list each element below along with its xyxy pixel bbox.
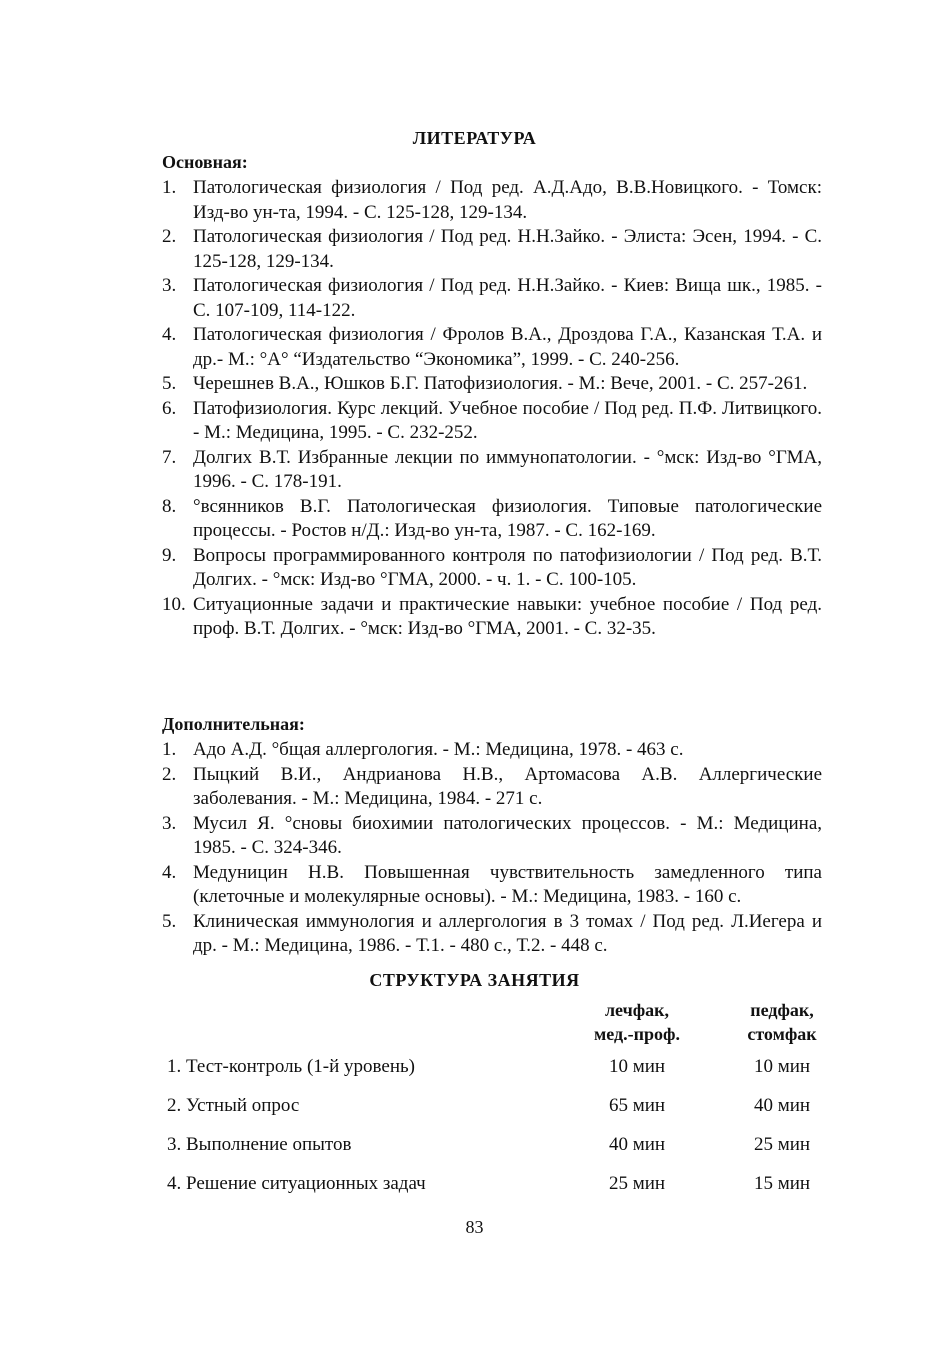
reference-text: Патологическая физиология / Под ред. Н.Н.Зайко. - Элиста: Эсен, 1994. - С. 125-128, 129-134.	[193, 226, 822, 272]
reference-item: 3. Мусил Я. °сновы биохимии патологических процессов. - М.: Медицина, 1985. - С. 324-346.	[162, 812, 822, 861]
reference-item: 5. Клиническая иммунология и аллергология в 3 томах / Под ред. Л.Иегера и др. - М.: Медицина, 1986. - Т.1. - 480 с., Т.2. - 448 с.	[162, 910, 822, 959]
reference-text: Адо А.Д. °бщая аллергология. - М.: Медицина, 1978. - 463 с.	[193, 739, 684, 760]
task-name: 3. Выполнение опытов	[167, 1134, 352, 1155]
column-header-pedfak: педфак, стомфак	[747, 1000, 817, 1044]
reference-item: 4. Медуницин Н.В. Повышенная чувствительность замедленного типа (клеточные и молекулярные основы). - М.: Медицина, 1983. - 160 с.	[162, 861, 822, 910]
additional-literature-label: Дополнительная:	[162, 714, 305, 734]
main-references-list	[162, 176, 822, 642]
structure-row	[167, 1095, 827, 1125]
main-literature-label: Основная:	[162, 152, 248, 172]
reference-text: Вопросы программированного контроля по патофизиологии / Под ред. В.Т. Долгих. - °мск: Изд-во °ГМА, 2000. - ч. 1. - С. 100-105.	[193, 544, 822, 590]
duration-lechfak: 65 мин	[608, 1095, 666, 1116]
reference-text: Патологическая физиология / Под ред. А.Д.Адо, В.В.Новицкого. - Томск: Изд-во ун-та, 1994. - С. 125-128, 129-134.	[193, 177, 822, 223]
duration-lechfak: 25 мин	[608, 1173, 666, 1194]
task-name: 4. Решение ситуационных задач	[167, 1173, 426, 1194]
duration-pedfak: 25 мин	[753, 1134, 811, 1155]
reference-item: 2. Патологическая физиология / Под ред. Н.Н.Зайко. - Элиста: Эсен, 1994. - С. 125-128, 129-134.	[162, 225, 822, 274]
reference-text: Патологическая физиология / Под ред. Н.Н.Зайко. - Киев: Вища шк., 1985. - С. 107-109, 114-122.	[193, 275, 822, 321]
reference-text: Ситуационные задачи и практические навыки: учебное пособие / Под ред. проф. В.Т. Долгих. - °мск: Изд-во °ГМА, 2001. - С. 32-35.	[193, 593, 822, 639]
reference-text: Черешнев В.А., Юшков Б.Г. Патофизиология. - М.: Вече, 2001. - С. 257-261.	[193, 373, 808, 394]
reference-item: 9. Вопросы программированного контроля по патофизиологии / Под ред. В.Т. Долгих. - °мск: Изд-во °ГМА, 2000. - ч. 1. - С. 100-105.	[162, 544, 822, 593]
reference-item: 7. Долгих В.Т. Избранные лекции по иммунопатологии. - °мск: Изд-во °ГМА, 1996. - С. 178-191.	[162, 446, 822, 495]
duration-lechfak: 40 мин	[608, 1134, 666, 1155]
additional-references-list	[162, 738, 822, 959]
reference-text: Пыцкий В.И., Андрианова Н.В., Артомасова А.В. Аллергические заболевания. - М.: Медицина, 1984. - 271 с.	[193, 763, 822, 809]
task-name: 2. Устный опрос	[167, 1095, 300, 1116]
duration-pedfak: 40 мин	[753, 1095, 811, 1116]
duration-pedfak: 10 мин	[753, 1056, 811, 1077]
literature-heading: ЛИТЕРАТУРА	[412, 128, 537, 148]
structure-row	[167, 1056, 827, 1086]
reference-item: 10. Ситуационные задачи и практические навыки: учебное пособие / Под ред. проф. В.Т. Долгих. - °мск: Изд-во °ГМА, 2001. - С. 32-35.	[162, 593, 822, 642]
column-header-lechfak: лечфак, мед.-проф.	[594, 1000, 680, 1044]
reference-text: Медуницин Н.В. Повышенная чувствительность замедленного типа (клеточные и молекулярные основы). - М.: Медицина, 1983. - 160 с.	[193, 861, 822, 907]
reference-item: 2. Пыцкий В.И., Андрианова Н.В., Артомасова А.В. Аллергические заболевания. - М.: Медицина, 1984. - 271 с.	[162, 763, 822, 812]
reference-text: Клиническая иммунология и аллергология в 3 томах / Под ред. Л.Иегера и др. - М.: Медицина, 1986. - Т.1. - 480 с., Т.2. - 448 с.	[193, 910, 822, 956]
duration-pedfak: 15 мин	[753, 1173, 811, 1194]
reference-item: 5. Черешнев В.А., Юшков Б.Г. Патофизиология. - М.: Вече, 2001. - С. 257-261.	[162, 372, 822, 397]
structure-row	[167, 1173, 827, 1203]
duration-lechfak: 10 мин	[608, 1056, 666, 1077]
reference-text: °всянников В.Г. Патологическая физиология. Типовые патологические процессы. - Ростов н/Д.: Изд-во ун-та, 1987. - С. 162-169.	[193, 495, 822, 541]
page-number: 83	[465, 1217, 484, 1237]
reference-item: 3. Патологическая физиология / Под ред. Н.Н.Зайко. - Киев: Вища шк., 1985. - С. 107-109, 114-122.	[162, 274, 822, 323]
lesson-structure-heading: СТРУКТУРА ЗАНЯТИЯ	[369, 970, 580, 990]
reference-item: 1. Адо А.Д. °бщая аллергология. - М.: Медицина, 1978. - 463 с.	[162, 738, 822, 763]
reference-text: Патофизиология. Курс лекций. Учебное пособие / Под ред. П.Ф. Литвицкого. - М.: Медицина, 1995. - С. 232-252.	[193, 397, 822, 443]
structure-row	[167, 1134, 827, 1164]
reference-item: 6. Патофизиология. Курс лекций. Учебное пособие / Под ред. П.Ф. Литвицкого. - М.: Медицина, 1995. - С. 232-252.	[162, 397, 822, 446]
reference-item: 1. Патологическая физиология / Под ред. А.Д.Адо, В.В.Новицкого. - Томск: Изд-во ун-та, 1994. - С. 125-128, 129-134.	[162, 176, 822, 225]
reference-text: Патологическая физиология / Фролов В.А., Дроздова Г.А., Казанская Т.А. и др.- М.: °А° “Издательство “Экономика”, 1999. - С. 240-256.	[193, 324, 822, 370]
reference-text: Долгих В.Т. Избранные лекции по иммунопатологии. - °мск: Изд-во °ГМА, 1996. - С. 178-191.	[193, 446, 822, 492]
reference-item: 4. Патологическая физиология / Фролов В.А., Дроздова Г.А., Казанская Т.А. и др.- М.: °А° “Издательство “Экономика”, 1999. - С. 240-256.	[162, 323, 822, 372]
reference-text: Мусил Я. °сновы биохимии патологических процессов. - М.: Медицина, 1985. - С. 324-346.	[193, 812, 822, 858]
task-name: 1. Тест-контроль (1-й уровень)	[167, 1056, 415, 1077]
reference-item: 8. °всянников В.Г. Патологическая физиология. Типовые патологические процессы. - Ростов н/Д.: Изд-во ун-та, 1987. - С. 162-169.	[162, 495, 822, 544]
